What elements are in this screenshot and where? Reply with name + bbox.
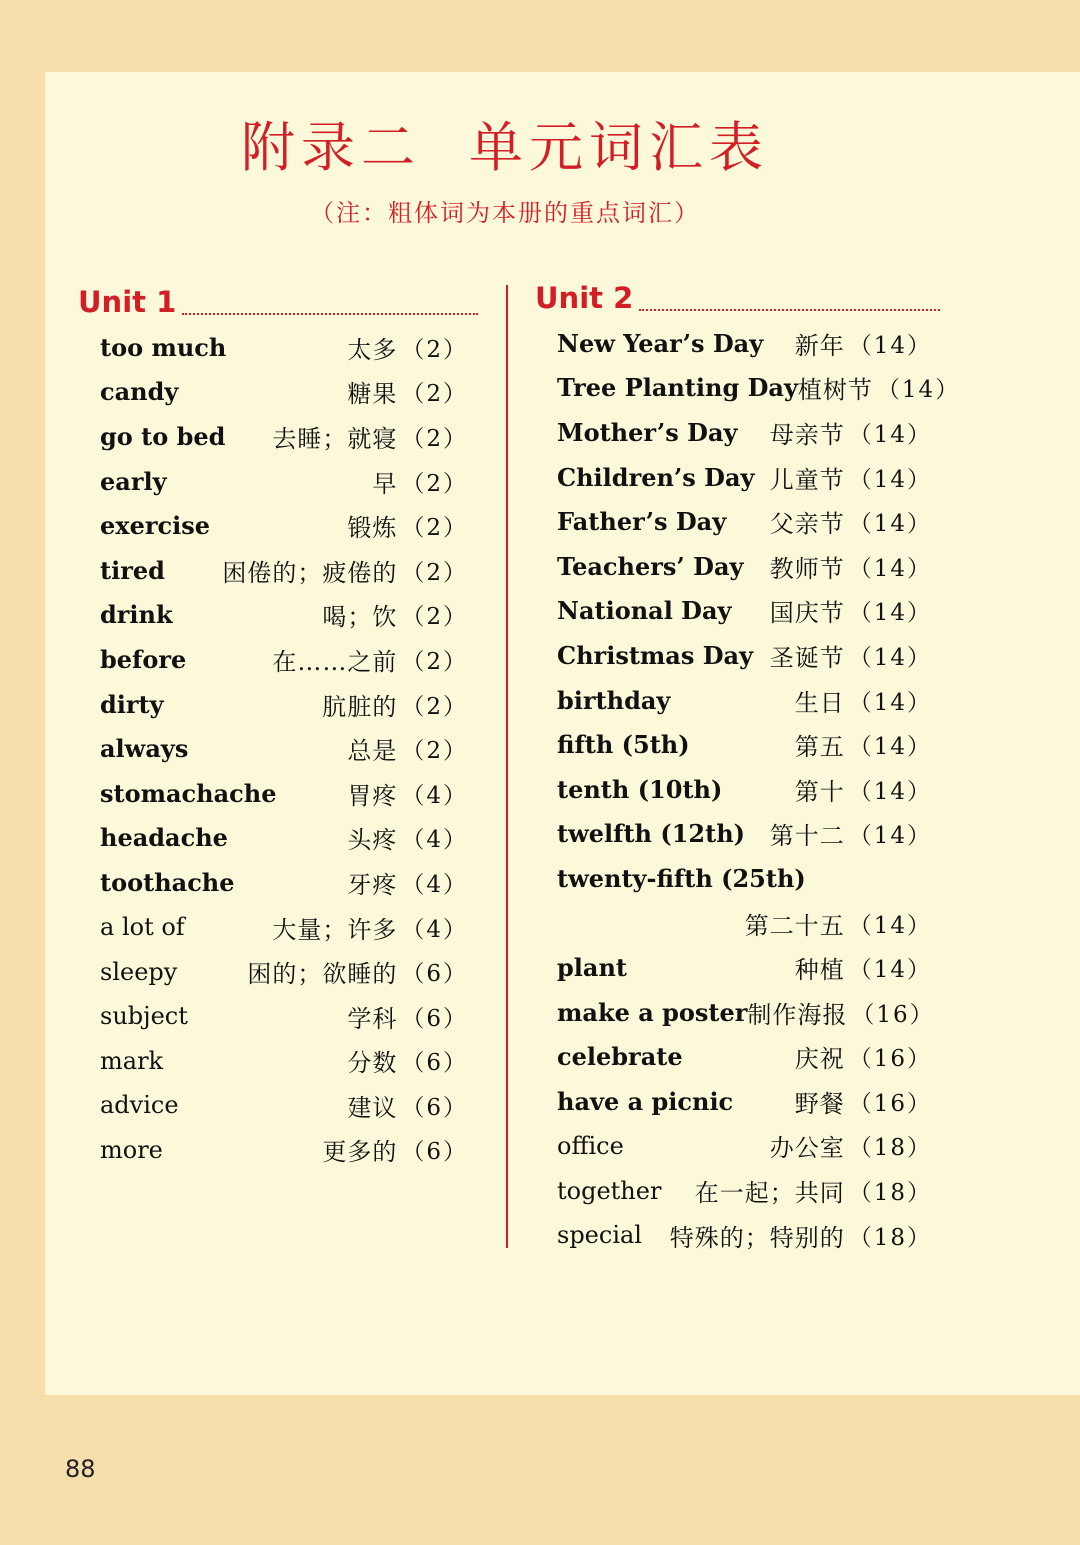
vocab-chinese: 困倦的；疲倦的 (222, 558, 398, 587)
vocab-translation (272, 642, 468, 677)
vocab-translation (347, 731, 468, 766)
vocab-translation (795, 683, 932, 718)
vocab-english: more (100, 1135, 163, 1164)
vocab-english: special (557, 1221, 642, 1250)
vocab-chinese: 第十 (794, 777, 845, 806)
vocab-row (557, 1079, 932, 1124)
unit1-word-list (100, 325, 468, 1172)
vocab-row (557, 410, 932, 455)
vocab-page-ref: （6） (401, 1005, 468, 1032)
vocab-translation (770, 504, 932, 539)
vocab-english: plant (557, 953, 627, 983)
page-number: 88 (65, 1455, 96, 1483)
vocab-translation (747, 995, 934, 1030)
vocab-page-ref: （2） (401, 604, 468, 631)
vocab-translation (347, 865, 468, 900)
vocab-translation (272, 910, 468, 945)
vocab-page-ref: （16） (851, 1001, 935, 1028)
vocab-translation (372, 464, 468, 499)
vocab-row (557, 678, 932, 723)
vocab-english: drink (100, 600, 173, 630)
vocab-chinese: 教师节 (769, 554, 845, 583)
vocab-english: have a picnic (557, 1086, 734, 1116)
vocab-row (100, 1039, 468, 1084)
vocab-row (557, 767, 932, 812)
vocab-page-ref: （2） (401, 425, 468, 452)
vocab-chinese: 野餐 (794, 1089, 845, 1118)
vocab-row (557, 544, 932, 589)
vocab-english: twenty-fifth (25th) (557, 863, 806, 893)
vocab-row (557, 812, 932, 857)
vocab-english: headache (100, 823, 228, 853)
vocab-english: Father’s Day (557, 507, 727, 537)
vocab-chinese: 第五 (794, 733, 845, 762)
vocab-page-ref: （16） (848, 1046, 932, 1073)
vocab-chinese: 喝；饮 (322, 603, 398, 632)
vocab-english: too much (100, 332, 227, 362)
vocab-chinese: 生日 (794, 688, 845, 717)
vocab-translation (695, 1173, 932, 1208)
vocab-page-ref: （2） (401, 693, 468, 720)
vocab-chinese: 第十二 (769, 822, 845, 851)
vocab-english: tenth (10th) (557, 774, 723, 804)
vocab-english: exercise (100, 511, 211, 541)
vocab-english: sleepy (100, 957, 178, 986)
vocab-chinese: 庆祝 (794, 1045, 845, 1074)
vocab-translation (795, 950, 932, 985)
vocab-chinese: 早 (372, 469, 398, 498)
vocab-translation (770, 1128, 932, 1163)
vocab-english: make a poster (557, 997, 748, 1027)
vocab-row (100, 726, 468, 771)
vocab-chinese: 总是 (347, 737, 398, 766)
vocab-row (557, 1124, 932, 1169)
vocab-page-ref: （14） (848, 600, 932, 627)
vocab-chinese: 更多的 (322, 1138, 398, 1167)
vocab-row (100, 682, 468, 727)
vocab-translation (322, 597, 468, 632)
vocab-chinese: 头疼 (347, 826, 398, 855)
unit2-label: Unit 2 (535, 281, 634, 315)
vocab-page-ref: （6） (401, 1139, 468, 1166)
vocab-row (557, 633, 932, 678)
vocab-chinese: 分数 (347, 1049, 398, 1078)
vocab-page-ref: （16） (848, 1090, 932, 1117)
vocab-row (557, 321, 932, 366)
vocab-english: celebrate (557, 1042, 683, 1072)
vocab-translation (795, 1084, 932, 1119)
vocab-translation (222, 553, 468, 588)
vocab-chinese: 国庆节 (769, 599, 845, 628)
vocab-row (100, 949, 468, 994)
page-title (0, 105, 1010, 182)
vocab-translation (770, 816, 932, 851)
vocab-page-ref: （14） (876, 377, 961, 404)
vocab-chinese: 糖果 (347, 380, 398, 409)
vocab-row (557, 722, 932, 767)
vocab-row (100, 771, 468, 816)
unit2-word-list (557, 321, 961, 1257)
vocab-page-ref: （14） (848, 644, 932, 671)
vocab-row (100, 503, 468, 548)
vocab-translation (770, 593, 932, 628)
vocab-chinese: 牙疼 (347, 870, 398, 899)
vocab-translation (795, 326, 932, 361)
vocab-translation (322, 687, 468, 722)
vocab-page-ref: （14） (848, 957, 932, 984)
unit1-heading (78, 285, 478, 319)
vocab-page-ref: （14） (848, 511, 932, 538)
vocab-page-ref: （14） (848, 823, 932, 850)
vocab-page-ref: （14） (848, 912, 932, 939)
vocab-page-ref: （14） (848, 332, 932, 359)
vocab-row (100, 459, 468, 504)
vocab-chinese: 母亲节 (769, 420, 845, 449)
unit1-label: Unit 1 (78, 285, 177, 319)
vocab-row (100, 905, 468, 950)
vocab-chinese: 在……之前 (272, 647, 398, 676)
vocab-page-ref: （14） (848, 689, 932, 716)
vocab-row (557, 455, 932, 500)
vocab-english: stomachache (100, 778, 277, 808)
vocab-english: office (557, 1131, 624, 1160)
vocab-english: before (100, 644, 187, 674)
vocab-english: early (100, 466, 167, 496)
unit2-dotted-leader (639, 308, 940, 311)
vocab-translation (798, 370, 960, 405)
title-vocabulary: 单元词汇表 (469, 116, 769, 179)
vocab-page-ref: （2） (401, 515, 468, 542)
vocab-chinese: 特殊的；特别的 (669, 1223, 845, 1252)
vocab-page-ref: （2） (401, 381, 468, 408)
vocab-page-ref: （6） (401, 1094, 468, 1121)
vocab-page-ref: （18） (848, 1224, 932, 1251)
vocab-english: advice (100, 1091, 179, 1120)
vocab-row (100, 637, 468, 682)
vocab-translation (670, 1218, 932, 1253)
vocab-english: Mother’s Day (557, 417, 738, 447)
vocab-translation (347, 820, 468, 855)
vocab-translation (322, 1132, 468, 1167)
vocab-page-ref: （2） (401, 470, 468, 497)
vocab-row (100, 325, 468, 370)
vocab-row (100, 994, 468, 1039)
vocab-page-ref: （14） (848, 734, 932, 761)
vocab-translation (347, 374, 468, 409)
vocab-english: toothache (100, 867, 235, 897)
vocab-translation (770, 549, 932, 584)
vocab-page-ref: （4） (401, 827, 468, 854)
vocab-page-ref: （6） (401, 961, 468, 988)
vocab-chinese: 儿童节 (769, 465, 845, 494)
vocab-translation (347, 1088, 468, 1123)
vocab-chinese: 在一起；共同 (694, 1179, 845, 1208)
vocab-row (100, 548, 468, 593)
vocab-row (557, 856, 932, 901)
vocab-row (100, 593, 468, 638)
vocab-translation (770, 638, 932, 673)
vocab-row (557, 1035, 932, 1080)
vocab-chinese: 太多 (347, 335, 398, 364)
vocab-chinese: 学科 (347, 1004, 398, 1033)
bold-words-note: （注：粗体词为本册的重点词汇） (310, 199, 700, 227)
vocab-translation (795, 772, 932, 807)
vocab-row (100, 860, 468, 905)
vocab-chinese: 胃疼 (347, 781, 398, 810)
vocab-page-ref: （2） (401, 738, 468, 765)
vocab-row (100, 414, 468, 459)
vocab-chinese: 肮脏的 (322, 692, 398, 721)
vocab-english: tired (100, 555, 165, 585)
vocab-row (100, 816, 468, 861)
unit1-dotted-leader (182, 312, 478, 315)
vocab-chinese: 植树节 (797, 376, 873, 405)
vocab-chinese: 圣诞节 (769, 643, 845, 672)
vocab-page-ref: （4） (401, 916, 468, 943)
vocab-english: Tree Planting Day (557, 373, 798, 403)
vocab-row (557, 499, 932, 544)
vocab-page-ref: （14） (848, 466, 932, 493)
vocab-row (557, 589, 932, 634)
vocab-translation (770, 460, 932, 495)
vocab-english: together (557, 1176, 662, 1205)
vocab-english: fifth (5th) (557, 730, 690, 760)
vocab-english: birthday (557, 685, 671, 715)
vocab-translation (770, 415, 932, 450)
vocab-english: always (100, 734, 189, 764)
vocab-row (100, 1128, 468, 1173)
vocab-page-ref: （6） (401, 1050, 468, 1077)
vocab-chinese: 建议 (347, 1093, 398, 1122)
vocab-page-ref: （4） (401, 871, 468, 898)
vocab-chinese: 种植 (794, 956, 845, 985)
vocab-page-ref: （18） (848, 1180, 932, 1207)
vocab-page-ref: （2） (401, 648, 468, 675)
vocab-page-ref: （14） (848, 778, 932, 805)
vocab-translation (247, 954, 468, 989)
vocab-english: dirty (100, 689, 164, 719)
vocab-translation (745, 906, 932, 941)
column-divider (506, 285, 508, 1248)
vocab-chinese: 父亲节 (769, 510, 845, 539)
vocab-row (557, 990, 935, 1035)
vocab-page-ref: （2） (401, 559, 468, 586)
vocab-english: twelfth (12th) (557, 819, 745, 849)
vocab-english: a lot of (100, 913, 185, 942)
vocab-page-ref: （4） (401, 782, 468, 809)
vocab-translation (272, 419, 468, 454)
vocab-chinese: 办公室 (769, 1134, 845, 1163)
vocab-row (557, 945, 932, 990)
vocab-row (557, 1213, 932, 1258)
vocab-english: subject (100, 1002, 188, 1031)
vocab-translation (347, 508, 468, 543)
vocab-english: New Year’s Day (557, 328, 764, 358)
vocab-page-ref: （2） (401, 336, 468, 363)
vocab-translation (347, 776, 468, 811)
vocab-translation (347, 999, 468, 1034)
vocab-translation (795, 727, 932, 762)
vocab-translation (347, 330, 468, 365)
vocab-english: Teachers’ Day (557, 551, 744, 581)
vocab-chinese: 去睡；就寝 (272, 424, 398, 453)
vocab-translation (795, 1039, 932, 1074)
vocab-english: Christmas Day (557, 640, 754, 670)
vocab-row (557, 901, 932, 946)
vocab-english: mark (100, 1046, 164, 1075)
vocab-row (100, 1083, 468, 1128)
vocab-chinese: 新年 (794, 331, 845, 360)
vocab-chinese: 锻炼 (347, 514, 398, 543)
title-appendix: 附录二 (241, 116, 421, 179)
vocab-page-ref: （18） (848, 1135, 932, 1162)
unit2-heading (535, 281, 940, 315)
vocab-chinese: 困的；欲睡的 (247, 960, 398, 989)
vocab-english: Children’s Day (557, 462, 755, 492)
vocab-chinese: 大量；许多 (272, 915, 398, 944)
vocab-page-ref: （14） (848, 555, 932, 582)
vocab-chinese: 第二十五 (744, 911, 845, 940)
vocab-row (100, 370, 468, 415)
vocab-row (557, 1168, 932, 1213)
vocab-translation (347, 1043, 468, 1078)
vocab-chinese: 制作海报 (747, 1000, 848, 1029)
vocab-english: candy (100, 377, 179, 407)
vocab-row (557, 366, 961, 411)
vocab-english: go to bed (100, 421, 226, 451)
vocab-page-ref: （14） (848, 421, 932, 448)
vocab-english: National Day (557, 596, 732, 626)
